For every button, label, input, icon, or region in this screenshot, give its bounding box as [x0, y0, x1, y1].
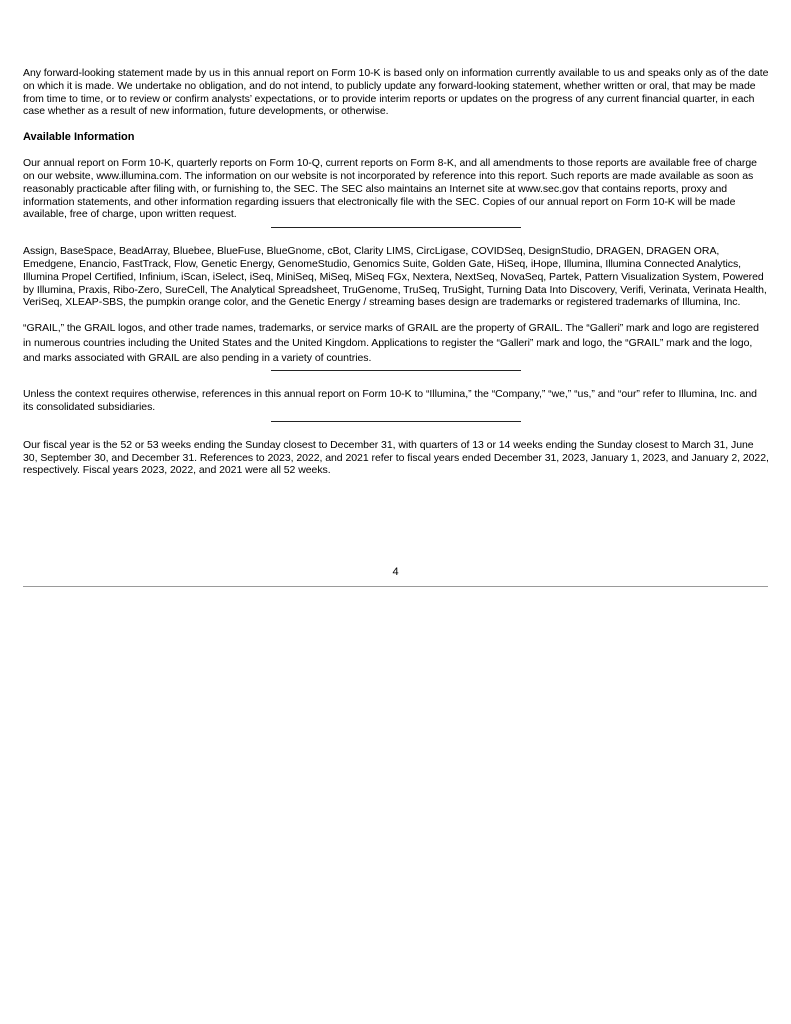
available-information-paragraph: Our annual report on Form 10-K, quarterly reports on Form 10-Q, current reports on Form 8-K, and all amendments to those reports are available free of charge on our website, www.illumina.com. The information on our website is not incorporated by reference into this report. Such reports are made available as soon as reasonably practicable after filing with, or furnishing to, the SEC. The SEC also maintains an Internet site at www.sec.gov that contains reports, proxy and information statements, and other information regarding issuers that electronically file with the SEC. Copies of our annual report on Form 10-K will be made available, free of charge, upon written request.: [23, 157, 757, 221]
available-information-heading: Available Information: [23, 131, 135, 144]
section-divider: [271, 227, 521, 228]
section-divider: [271, 370, 521, 371]
trademarks-paragraph: Assign, BaseSpace, BeadArray, Bluebee, BlueFuse, BlueGnome, cBot, Clarity LIMS, CircLigase, COVIDSeq, DesignStudio, DRAGEN, DRAGEN ORA, Emedgene, Enancio, FastTrack, Flow, Genetic Energy, GenomeStudio, Genomics Suite, Golden Gate, HiSeq, iHope, Illumina, Illumina Connected Analytics, Illumina Propel Certified, Infinium, iScan, iSelect, iSeq, MiniSeq, MiSeq, MiSeq FGx, Nextera, NextSeq, NovaSeq, Partek, Pattern Visualization System, Powered by Illumina, Praxis, Ribo-Zero, SureCell, The Analytical Spreadsheet, TruGenome, TruSeq, TruSight, Turning Data Into Discovery, Verifi, Verinata, Verinata Health, VeriSeq, XLEAP-SBS, the pumpkin orange color, and the Genetic Energy / streaming bases design are trademarks or registered trademarks of Illumina, Inc.: [23, 245, 767, 309]
section-divider: [271, 421, 521, 422]
fiscal-year-paragraph: Our fiscal year is the 52 or 53 weeks ending the Sunday closest to December 31, with quarters of 13 or 14 weeks ending the Sunday closest to March 31, June 30, September 30, and December 31. References to 2023, 2022, and 2021 refer to fiscal years ended December 31, 2023, January 1, 2023, and January 2, 2022, respectively. Fiscal years 2023, 2022, and 2021 were all 52 weeks.: [23, 438, 769, 477]
grail-paragraph: “GRAIL,” the GRAIL logos, and other trade names, trademarks, or service marks of GRAIL are the property of GRAIL. The “Galleri” mark and logo are registered in numerous countries including the United States and the United Kingdom. Applications to register the “Galleri” mark and logo, the “GRAIL” mark and the logo, and marks associated with GRAIL are also pending in a variety of countries.: [23, 322, 759, 365]
context-paragraph: Unless the context requires otherwise, references in this annual report on Form 10-K to “Illumina,” the “Company,” “we,” “us,” and “our” refer to Illumina, Inc. and its consolidated subsidiaries.: [23, 388, 757, 413]
page-number: 4: [392, 566, 399, 578]
page-bottom-divider: [23, 586, 768, 587]
document-body: [23, 67, 769, 477]
forward-looking-paragraph: Any forward-looking statement made by us in this annual report on Form 10-K is based only on information currently available to us and speaks only as of the date on which it is made. We undertake no obligation, and do not intend, to publicly update any forward-looking statement, whether written or oral, that may be made from time to time, or to review or confirm analysts’ expectations, or to provide interim reports or updates on the progress of any current financial quarter, in each case whether as a result of new information, future developments, or otherwise.: [23, 67, 769, 118]
